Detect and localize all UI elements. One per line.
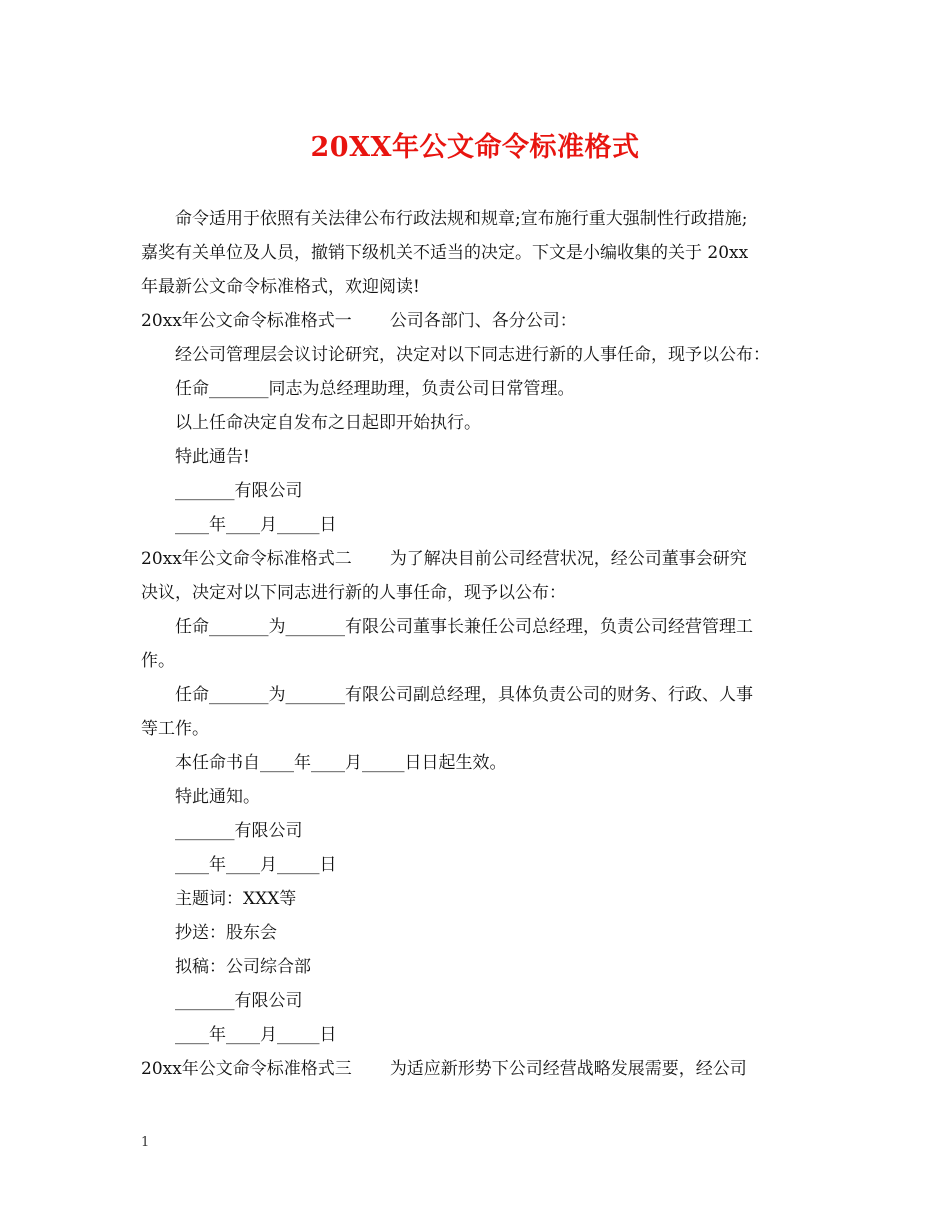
intro-line-3: 年最新公文命令标准格式，欢迎阅读!: [141, 277, 420, 297]
section2-paragraph-2b: 等工作。: [141, 719, 209, 739]
section2-heading: 20xx年公文命令标准格式二: [141, 549, 352, 569]
section1-heading: 20xx年公文命令标准格式一: [141, 311, 352, 331]
document-title: 20XX年公文命令标准格式: [310, 132, 640, 163]
section2-subject: 主题词：XXX等: [175, 889, 297, 909]
section3-heading-line: [141, 1052, 816, 1086]
section3-heading: 20xx年公文命令标准格式三: [141, 1059, 352, 1079]
section1-paragraph-3: 以上任命决定自发布之日起即开始执行。: [175, 413, 481, 433]
section2-signature: _______有限公司: [175, 821, 303, 841]
section2-lead: 为了解决目前公司经营状况，经公司董事会研究: [389, 549, 747, 569]
document-body: [141, 202, 816, 1086]
intro-line-2: 嘉奖有关单位及人员，撤销下级机关不适当的决定。下文是小编收集的关于 20xx: [141, 243, 749, 263]
section3-lead: 为适应新形势下公司经营战略发展需要，经公司: [389, 1059, 747, 1079]
section1-date: ____年____月_____日: [175, 515, 337, 535]
section1-addressee: 公司各部门、各分公司：: [389, 311, 577, 331]
section1-paragraph-2: 任命_______同志为总经理助理，负责公司日常管理。: [175, 379, 575, 399]
section2-heading-line: [141, 542, 816, 576]
section2-drafter: 拟稿：公司综合部: [175, 957, 311, 977]
section1-signature: _______有限公司: [175, 481, 303, 501]
section2-paragraph-4: 特此通知。: [175, 787, 260, 807]
section2-signature-2: _______有限公司: [175, 991, 303, 1011]
section2-date: ____年____月_____日: [175, 855, 337, 875]
section2-date-2: ____年____月_____日: [175, 1025, 337, 1045]
section2-paragraph-1b: 作。: [141, 651, 175, 671]
section1-paragraph-4: 特此通告!: [175, 447, 250, 467]
section1-paragraph-1: 经公司管理层会议讨论研究，决定对以下同志进行新的人事任命，现予以公布：: [175, 345, 770, 365]
section2-cc: 抄送：股东会: [175, 923, 277, 943]
intro-line-1: 命令适用于依照有关法律公布行政法规和规章;宣布施行重大强制性行政措施;: [175, 209, 748, 229]
section2-lead-continued: 决议，决定对以下同志进行新的人事任命，现予以公布：: [141, 583, 566, 603]
page-number: 1: [141, 1135, 150, 1150]
section2-paragraph-1a: 任命_______为_______有限公司董事长兼任公司总经理，负责公司经营管理工: [175, 617, 753, 637]
section2-paragraph-3: 本任命书自____年____月_____日日起生效。: [175, 753, 507, 773]
section2-paragraph-2a: 任命_______为_______有限公司副总经理，具体负责公司的财务、行政、人事: [175, 685, 753, 705]
section1-heading-line: [141, 304, 816, 338]
